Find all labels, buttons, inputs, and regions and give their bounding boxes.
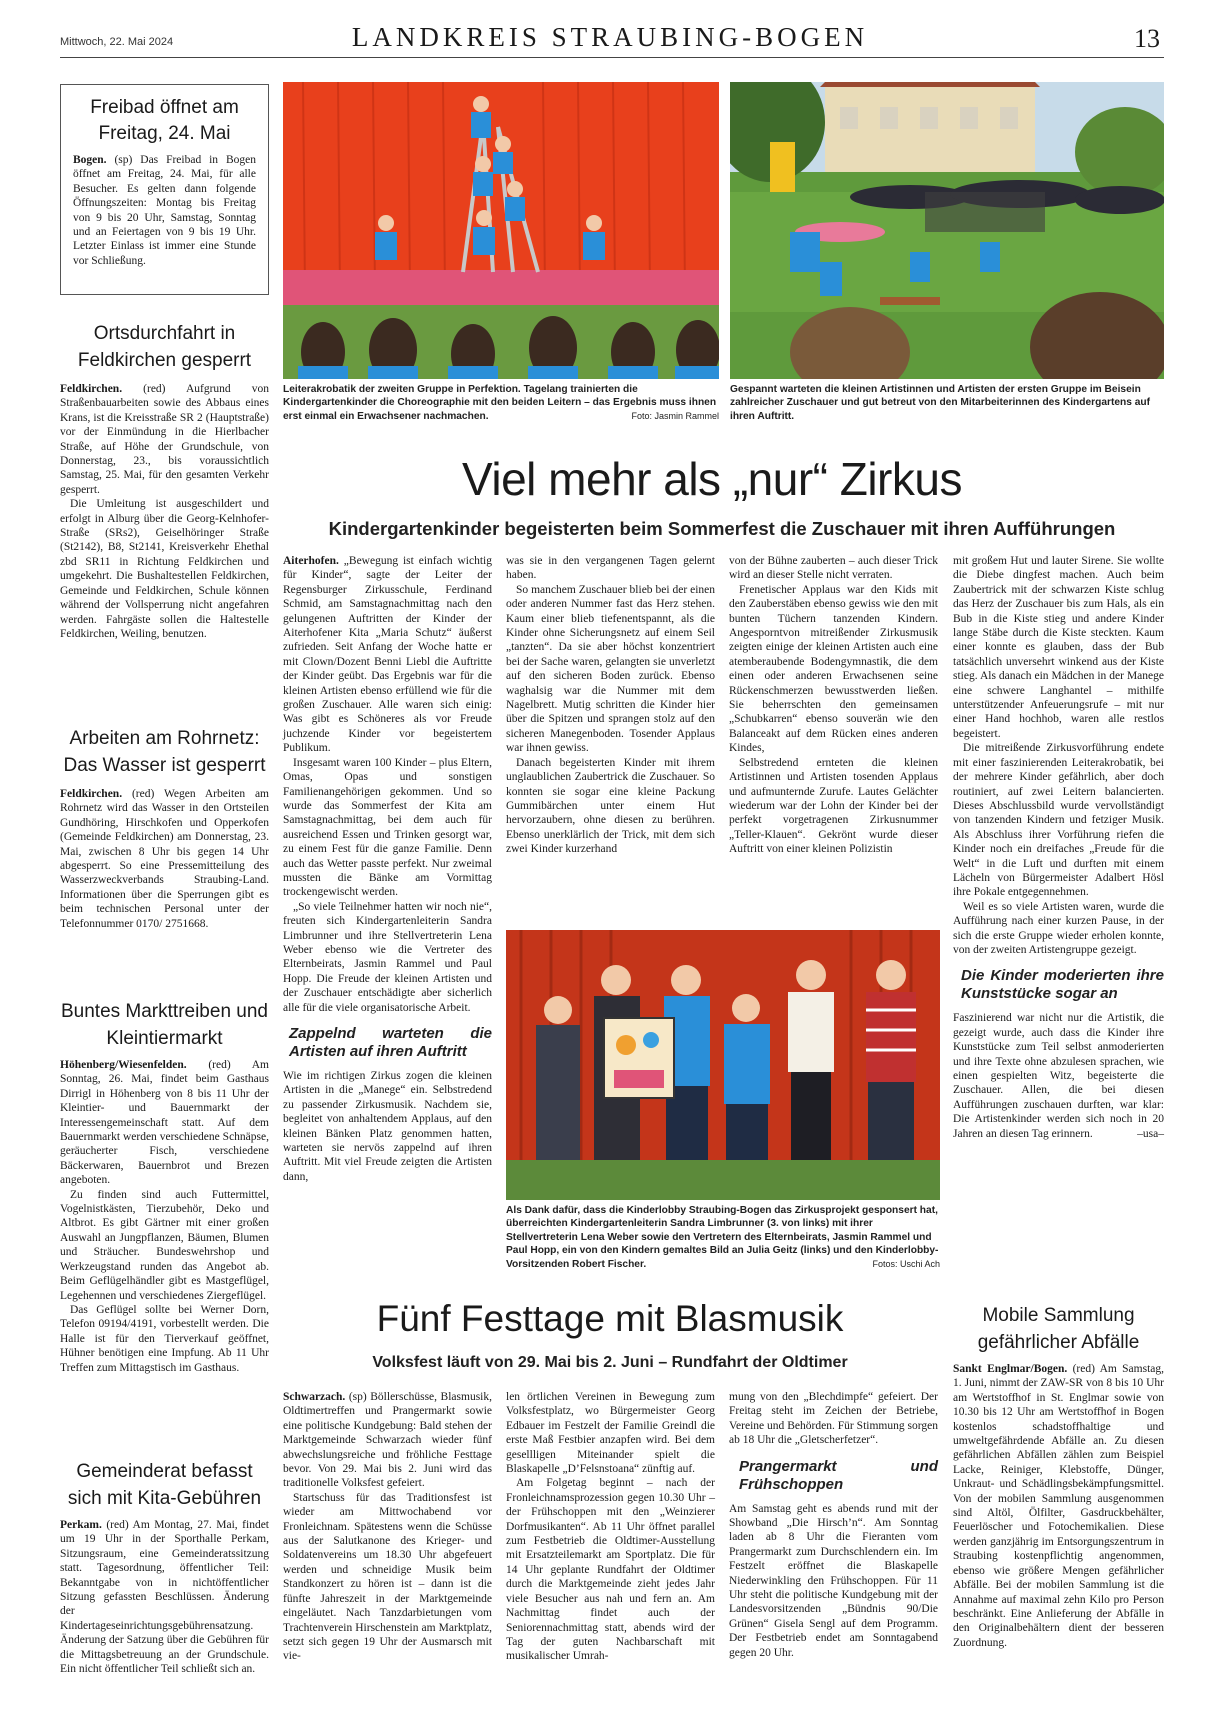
abfaelle-text: Sankt Englmar/Bogen. (red) Am Samstag, 1. Juni, nimmt der ZAW-SR von 8 bis 10 Uhr am Wertstoffhof in St. Englmar sowie von 10.30 bis 12 Uhr am Wertstoffhof in Bogen kostenlos schadstoffhaltige und umweltgefährdende Abfälle an. Zu diesen gefährlichen Abfällen zählen zum Beispiel Lacke, Reiniger, Klebstoffe, Dünger, Unkraut- und Schädlingsbekämpfungsmittel. Von der mobilen Sammlung ausgenommen sind Altöl, Ölfilter, Gasdruckbehälter, Feuerlöscher und Fotochemikalien. Diese werden ganzjährig im Entsorgungszentrum in Straubing kostenpflichtig angenommen, ebenso wie größere Mengen gefährlicher Abfälle. Bei der mobilen Sammlung ist die Annahme auf maximal zehn Kilo pro Person beschränkt. Eine Anlieferung der Abfälle in den Originalbehältern dient der besseren Zuordnung.: [953, 1363, 1164, 1649]
photo-ladder-acrobatics: [283, 82, 719, 379]
volksfest-column-2: len örtlichen Vereinen in Bewegung zum Volksfestplatz, wo Bürgermeister Georg Edbauer im Festzelt der Familie Greindl die erste Maß Festbier anzapfen wird. Bei dem gesellligen Miteinander spielt die Blaskapelle „D’Felsnstoana“ zünftig auf. Am Folgetag beginnt – nach der Fronleichnamsprozession gegen 10.30 Uhr – der Frühschoppen mit den „Weinzierer Dorfmusikanten“. Ab 11 Uhr öffnet parallel zum Festbetrieb die Oldtimer-Ausstellung mit Ersatzteilemarkt am Sportplatz. Die für 14 Uhr geplante Rundfahrt der Oldtimer durch die Marktgemeinde zieht jedes Jahr viele Besucher aus nah und fern an. Am Nachmittag findet auch der Seniorennachmittag statt, abends wird der Tag der guten Nachbarschaft mit musikalischer Umrah-: [506, 1391, 715, 1663]
gemeinderat-text: Perkam. (red) Am Montag, 27. Mai, findet um 19 Uhr in der Sporthalle Perkam, Sitzungsraum, eine Gemeinderatssitzung statt. Tagesordnung, öffentlicher Teil: Bekanntgabe von in nichtöffentlicher Sitzung gefassten Beschlüssen. Änderung der Kindertageseinrichtungsgebührensatzung. Änderung der Satzung über die Gebühren für die Mittagsbetreuung an der Grundschule. Ein nicht öffentlicher Teil schließt sich an.: [60, 1519, 269, 1676]
ortsdurchfahrt-text: Feldkirchen. (red) Aufgrund von Straßenbauarbeiten sowie des Abbaus eines Krans, ist die Kreisstraße SR 2 (Hauptstraße) vor der Einmündung in die Hierlbacher Straße, auf Höhe der Grundschule, von Donnerstag, 23., bis voraussichtlich Samstag, 25. Mai, für den gesamten Verkehr gesperrt. Die Umleitung ist ausgeschildert und erfolgt in Alburg über die Georg-Kelnhofer-Straße (SRs2), Geiselhöringer Straße (St2142), B8, St2141, Kreisverkehr Ehethal zbd SR11 in Richtung Feldkirchen und umgekehrt. Die Bushaltestellen Feldkirchen, Gemeinde und Feldkirchen, Schule können während der Vollsperrung nicht angefahren werden. Fahrgäste sollen die Haltestelle Feldkirchen, Weiling, benutzen.: [60, 383, 269, 640]
photo-audience: [730, 82, 1164, 379]
abfaelle-article: [953, 1302, 1164, 1650]
zirkus-column-2: was sie in den vergangenen Tagen gelernt haben. So manchem Zuschauer blieb bei der einen oder anderen Nummer fast das Herz stehen. Kaum einer blieb tiefenentspannt, als die Kinder ohne Sicherungsnetz auf einem Seil „tanzten“. Da sie aber höchst konzentriert bei der Sache waren, gelangten sie unverletzt auf den sicheren Boden zurück. Ebenso waghalsig war die Nummer mit dem Nagelbrett. Mutig schritten die Kinder hier über die Spitzen und sprangen stolz auf den sicheren Manegenboden. Tosender Applaus war ihnen gewiss. Danach begeisterten Kinder mit ihrem unglaublichen Zaubertrick die Zuschauer. So konnten sie sogar eine kleine Packung Gummibärchen unter einem Hut hervorzaubern, ohne diesen zu berühren. Ebenso unerklärlich der Trick, mit dem sich zwei Kinder kurzerhand: [506, 555, 715, 856]
gemeinderat-article: [60, 1458, 269, 1676]
photo-group-handover: [506, 930, 940, 1200]
zirkus-column-1: Aiterhofen. „Bewegung ist einfach wichtig für Kinder“, sagte der Leiter der Regensburger Zirkusschule, Ferdinand Schmid, am Samstagnachmittag nach den gelungenen Auftritten der Kinder der Aiterhofener Kita „Maria Schutz“ äußerst zufrieden. Seit Anfang der Woche hatte er mit Clown/Dozent Benni Liebl die Auftritte der Kinder geübt. Das Ergebnis war für die kleinen Artisten ebenso erfüllend wie für die großen Zuschauer. Alle waren sich einig: Was gibt es Schöneres als vor Freude juchzende Kinder vor begeistertem Publikum. Insgesamt waren 100 Kinder – plus Eltern, Omas, Opas und sonstigen Familienangehörigen gekommen. Und so wurde das Sommerfest der Kita am Samstagnachmittag, bei dem auch für ausreichend Essen und Trinken gesorgt war, zu einem Fest für die ganze Familie. Denn auch das Wetter passte perfekt. Nur zweimal mussten die Bänke am Vormittag trockengewischt werden. „So viele Teilnehmer hatten wir noch nie“, freuten sich Kindergartenleiterin Sandra Limbrunner und ihre Stellvertreterin Lena Weber ebenso wie die Vertreter des Elternbeirats, Jasmin Rammel und Paul Hopp. Die Freude der kleinen Artisten und der Zuschauer entschädigte aber sicherlich alle für die viele organisatorische Arbeit. Zappelnd warteten die Artisten auf ihren Auftritt Wie im richtigen Zirkus zogen die kleinen Artisten in die „Manege“ ein. Selbstredend zu passender Zirkusmusik. Nachdem sie, begleitet von anhaltendem Applaus, auf den kleinen Bänken Platz genommen hatten, warteten sie nervös zappelnd auf ihren Auftritt. Mit viel Freude zeigten die Artisten dann,: [283, 555, 492, 1183]
markt-text: Höhenberg/Wiesenfelden. (red) Am Sonntag, 26. Mai, findet beim Gasthaus Dirrigl in Höhenberg von 8 bis 11 Uhr der Kleintier- und Bauernmarkt der Interessengemeinschaft statt. Auf dem Bauernmarkt werden verschiedene Schnäpse, geräucherter Fisch, verschiedene Bäckerwaren, Bauernbrot und Brezen angeboten. Zu finden sind auch Futtermittel, Vogelnistkästen, Tierzubehör, Deko und Altbrot. Es gibt Gärtner mit einer großen Auswahl an Jungpflanzen, Bäumen, Blumen und Sträucher. Bundeswehrshop und Werkzeugstand runden das Angebot ab. Beim Geflügelhändler gibt es Mastgeflügel, Legehennen und verschiedenes Ziergeflügel. Das Geflügel sollte bei Werner Dorn, Telefon 09194/4191, vorbestellt werden. Die Halle ist für den Tierverkauf geöffnet, Hühner benötigen eine Impfung. Ab 11 Uhr Treffen zum Mittagstisch im Gasthaus.: [60, 1059, 269, 1374]
header-rule: [60, 57, 1164, 58]
gemeinderat-title: Gemeinderat befasst sich mit Kita-Gebühren: [67, 1461, 262, 1509]
volksfest-column-3: mung von den „Blechdimpfe“ gefeiert. Der Freitag steht im Zeichen der Betriebe, Vereine und Behörden. Für Stimmung sorgen ab 18 Uhr die „Gletscherfetzer“. Prangermarkt und Frühschoppen Am Samstag geht es abends rund mit der Showband „Die Hirsch’n“. Am Sonntag laden ab 8 Uhr die Fieranten vom Prangermarkt zum Durchschlendern ein. Im Festzelt eröffnet die Blaskapelle Niederwinkling den Frühschoppen. Für 11 Uhr steht die politische Kundgebung mit der Landesvorsitzenden „Bündnis 90/Die Grünen“ Gisela Sengl auf dem Programm. Der Festbetrieb endet am Sonntagabend gegen 20 Uhr.: [729, 1391, 938, 1659]
main-headline: Viel mehr als „nur“ Zirkus: [462, 453, 962, 505]
volksfest-column-1: Schwarzach. (sp) Böllerschüsse, Blasmusik, Oldtimertreffen und Prangermarkt sowie eine politische Kundgebung: Bald stehen der Marktgemeinde Schwarzach wieder fünf abwechslungsreiche und fröhliche Festtage bevor. Von 29. Mai bis 2. Juni wird das traditionelle Volksfest gefeiert. Startschuss für das Traditionsfest ist wieder am Mittwochabend vor Fronleichnam. Spätestens wenn die Schüsse aus der Salutkanone des Krieger- und Soldatenvereins um 18.30 Uhr abgefeuert werden und schneidige Musik beim Standkonzert zu hören ist – dann ist die fünfte Jahreszeit in der Marktgemeinde eingeläutet. Nach Tanzdarbietungen vom Trachtenverein Hirschenstein am Marktplatz, setzt sich gegen 19 Uhr der Ausmarsch mit vie-: [283, 1391, 492, 1663]
page-number: 13: [1134, 24, 1160, 53]
volksfest-subheading: Prangermarkt und Frühschoppen: [739, 1457, 938, 1493]
zirkus-column-3: von der Bühne zauberten – auch dieser Trick wird an dieser Stelle nicht verraten. Frenetischer Applaus war den Kids mit den Zauberstäben ebenso gewiss wie den mit bunten Tüchern tanzenden Kindern. Angesporntvon mitreißender Zirkusmusik zeigten einige der kleinen Artisten auch eine atemberaubende Bodengymnastik, die dem einen oder anderen Erwachsenen seine Rückenschmerzen bewusstwerden ließen. Sie beherrschten den gemeinsamen „Schubkarren“ ebenso souverän wie den Balanceakt auf dem Rücken eines anderen Kindes, Selbstredend ernteten die kleinen Artistinnen und Artisten tosenden Applaus und aufmunternde Zurufe. Lautes Gelächter wiederum war der Lohn der Kinder bei der perfekt vorgetragenen Zirkusnummer „Teller-Klauen“. Gekrönt wurde dieser Auftritt von einer kleinen Polizistin: [729, 555, 938, 856]
freibad-text: Bogen. (sp) Das Freibad in Bogen öffnet am Freitag, 24. Mai, für alle Besucher. Es gelten dann folgende Öffnungszeiten: Montag bis Freitag von 9 bis 20 Uhr, Samstag, Sonntag und an Feiertagen von 9 bis 19 Uhr. Letzter Einlass ist immer eine Stunde vor Schließung.: [73, 154, 256, 267]
ortsdurchfahrt-article: [60, 320, 269, 641]
caption-group: Als Dank dafür, dass die Kinderlobby Straubing-Bogen das Zirkusprojekt gesponsert hat, überreichten Kindergartenleiterin Sandra Limbrunner (3. von links) mit ihrer Stellvertreterin Lena Weber sowie den Vertretern des Elternbeirats, Jasmin Rammel und Paul Hopp, ein von den Kindern gemaltes Bild an Julia Geitz (links) und den Kinderlobby-Vorsitzenden Robert Fischer. Fotos: Uschi Ach: [506, 1205, 940, 1270]
caption-ladder: Leiterakrobatik der zweiten Gruppe in Perfektion. Tagelang trainierten die Kindergartenkinder die Choreographie mit den beiden Leitern – das Ergebnis muss ihnen erst einmal ein Erwachsener nachmachen. Foto: Jasmin Rammel: [283, 384, 719, 422]
issue-date: Mittwoch, 22. Mai 2024: [60, 36, 174, 48]
markt-title: Buntes Markttreiben und Kleintiermarkt: [60, 1001, 268, 1049]
freibad-box: [60, 84, 269, 295]
rohrnetz-article: [60, 725, 269, 931]
section-title: LANDKREIS STRAUBING-BOGEN: [351, 22, 869, 52]
rohrnetz-text: Feldkirchen. (red) Wegen Arbeiten am Rohrnetz wird das Wasser in den Ortsteilen Gundhöring, Hirschkofen und Opperkofen (Gemeinde Feldkirchen) am Donnerstag, 23. Mai, zwischen 8 Uhr bis gegen 14 Uhr abgesperrt. So eine Pressemitteilung des Wasserzweckverbands Straubing-Land. Informationen über die Sperrungen gibt es beim technischen Personal unter der Telefonnummer 0170/ 2751668.: [60, 788, 269, 930]
main-deck: Kindergartenkinder begeisterten beim Sommerfest die Zuschauer mit ihren Aufführungen: [328, 518, 1116, 539]
photo-audience-image: [730, 82, 1164, 379]
rohrnetz-title: Arbeiten am Rohrnetz: Das Wasser ist gesperrt: [63, 728, 266, 776]
zirkus-subheading-2: Die Kinder moderierten ihre Kunststücke sogar an: [961, 967, 1164, 1003]
volksfest-deck: Volksfest läuft von 29. Mai bis 2. Juni – Rundfahrt der Oldtimer: [372, 1354, 848, 1371]
photo-ladder-acrobatics-image: [283, 82, 719, 379]
abfaelle-title: Mobile Sammlung gefährlicher Abfälle: [977, 1305, 1140, 1353]
author-signature: –usa–: [1137, 1127, 1164, 1140]
photo-group-image: [506, 930, 940, 1200]
volksfest-headline: Fünf Festtage mit Blasmusik: [376, 1298, 844, 1339]
ortsdurchfahrt-title: Ortsdurchfahrt in Feldkirchen gesperrt: [77, 323, 252, 371]
zirkus-subheading-1: Zappelnd warteten die Artisten auf ihren Auftritt: [289, 1025, 492, 1060]
caption-audience: Gespannt warteten die kleinen Artistinnen und Artisten der ersten Gruppe im Beisein zahlreicher Zuschauer und gut betreut von den Mitarbeiterinnen des Kindergartens auf ihren Auftritt.: [730, 384, 1151, 422]
freibad-title: Freibad öffnet am Freitag, 24. Mai: [90, 97, 239, 144]
zirkus-column-4: mit großem Hut und lauter Sirene. Sie wollte die Diebe dingfest machen. Auch beim Zaubertrick mit der schwarzen Kiste schlug das Herz der Zuschauer bis zum Hals, als ein Bub in die Kiste stieg und andere Kinder lange Stäbe durch die Kiste steckten. Kaum einer konnte es glauben, dass der Bub tatsächlich unversehrt winkend aus der Kiste stieg. Als danach ein Mädchen in der Manege eine schwere Langhantel – mithilfe unterstützender Anfeuerungsrufe – mit nur einer Hand hochhob, waren alle restlos begeistert. Die mitreißende Zirkusvorführung endete mit einer faszinierenden Leiterakrobatik, bei der mehrere Kinder gefährlich, aber doch routiniert, auf zwei Leitern balancierten. Dieses Abschlussbild wurde vervollständigt von tanzenden Kindern und fetziger Musik. Als Abschluss ihrer Vorführung riefen die Kinder noch ein dreifaches „Freude für die Welt“ in die Luft und durften mit einem Lächeln von Bürgermeister Adalbert Hösl ihre Pokale entgegennehmen. Weil es so viele Artisten waren, wurde die Aufführung nach einer kurzen Pause, in der sich die erste Gruppe wieder erholen konnte, von der zweiten Artistengruppe gezeigt. Die Kinder moderierten ihre Kunststücke sogar an Faszinierend war nicht nur die Artistik, die gezeigt wurde, auch dass die Kinder ihre Kunststücke zum Teil selbst anmoderierten und ihre Texte ohne abzulesen sprachen, wie einen gespielten Witz, begeisterte die Zuschauer. Allen, die bei diesen Aufführungen zuschauen durften, war klar: Die Artistenkinder werden sich noch in 20 Jahren an diesen Tag erinnern. –usa–: [953, 555, 1164, 1140]
markt-article: [60, 998, 269, 1375]
